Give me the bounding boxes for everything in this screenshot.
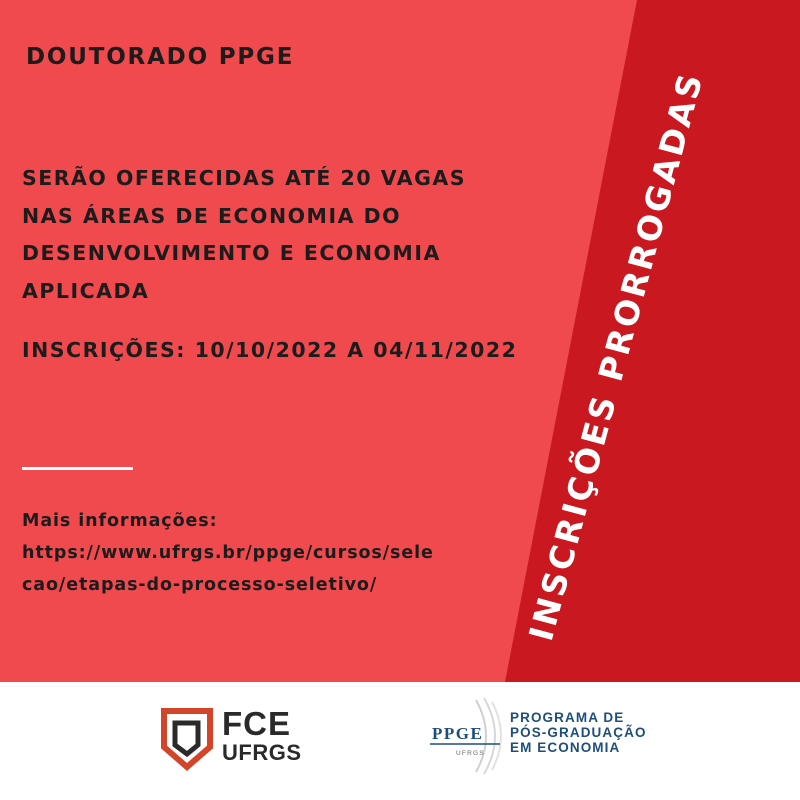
ppge-program-text — [510, 710, 647, 755]
fce-shield-icon — [160, 707, 214, 771]
ppge-logo-letters: PPGE — [432, 724, 484, 743]
divider-line — [22, 467, 133, 470]
footer — [0, 682, 800, 800]
vagas-line: NAS ÁREAS DE ECONOMIA DO — [22, 203, 402, 228]
fce-ufrgs-logo-text — [222, 707, 302, 766]
more-info-label: Mais informações: — [22, 511, 218, 531]
vagas-description — [22, 160, 466, 310]
more-info — [22, 505, 434, 601]
vagas-line: DESENVOLVIMENTO E ECONOMIA — [22, 241, 441, 265]
vagas-line: APLICADA — [22, 278, 150, 303]
page-title: DOUTORADO PPGE — [26, 44, 295, 70]
ppge-program-line: EM ECONOMIA — [510, 740, 621, 755]
ppge-program-line: PROGRAMA DE — [510, 710, 625, 725]
vagas-line: SERÃO OFERECIDAS ATÉ 20 VAGAS — [22, 166, 467, 190]
ufrgs-logo-line: UFRGS — [222, 740, 302, 765]
inscricoes-dates: INSCRIÇÕES: 10/10/2022 A 04/11/2022 — [22, 338, 518, 362]
ppge-logo-icon — [420, 694, 506, 778]
ppge-logo-sub: UFRGS — [456, 750, 485, 757]
more-info-url-line: cao/etapas-do-processo-seletivo/ — [22, 575, 378, 595]
ppge-program-line: PÓS-GRADUAÇÃO — [510, 725, 647, 740]
inscricoes-prorrogadas-banner: INSCRIÇÕES PRORROGADAS — [521, 67, 711, 645]
fce-logo-line: FCE — [222, 705, 291, 742]
more-info-url-line: https://www.ufrgs.br/ppge/cursos/sele — [22, 543, 434, 563]
